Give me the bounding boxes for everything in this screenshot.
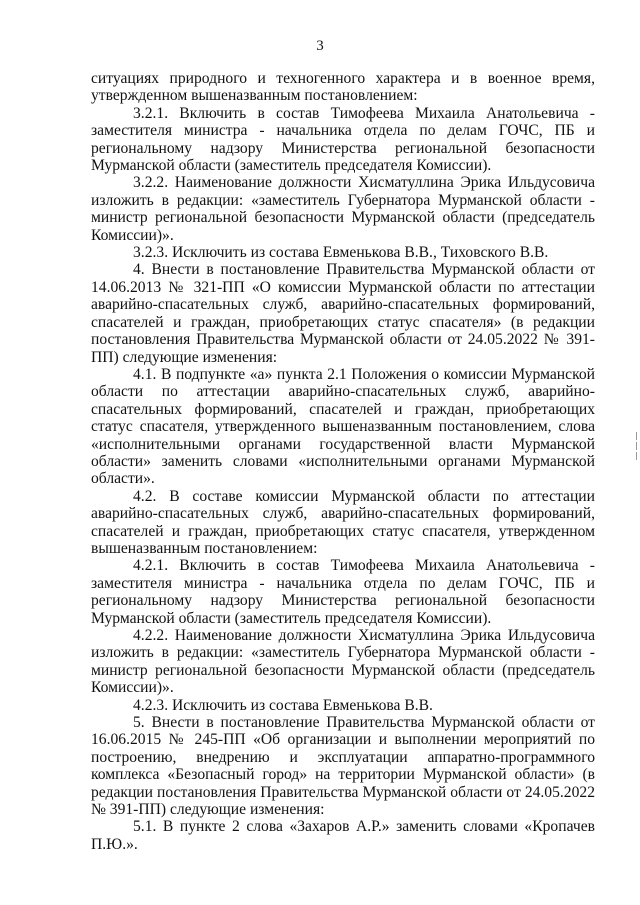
paragraph-4-1: 4.1. В подпункте «а» пункта 2.1 Положения о комиссии Мурманской области по аттестации аварийно-спасательных служб, аварийно-спасательных формирований, спасателей и граждан, приобретающих статус спасателя, утвержденного вышеназванным постановлением, слова «исполнительными органами государственной власти Мурманской области» заменить словами «исполнительными органами Мурманской области». [91,365,595,488]
paragraph-5: 5. Внести в постановление Правительства Мурманской области от 16.06.2015 № 245-ПП «Об организации и выполнении мероприятий по построению, внедрению и эксплуатации аппаратно-программного комплекса «Безопасный город» на территории Мурманской области» (в редакции постановления Правительства Мурманской области от 24.05.2022 № 391-ПП) следующие изменения: [91,714,595,819]
paragraph-4-2-1: 4.2.1. Включить в состав Тимофеева Михаила Анатольевича - заместителя министра - начальника отдела по делам ГОЧС, ПБ и региональному надзору Министерства региональной безопасности Мурманской области (заместитель председателя Комиссии). [91,557,595,627]
paragraph-4-2-2: 4.2.2. Наименование должности Хисматуллина Эрика Ильдусовича изложить в редакции: «заместитель Губернатора Мурманской области - министр региональной безопасности Мурманской области (председатель Комиссии)». [91,627,595,697]
scan-edge-mark [634,430,638,470]
paragraph-3-2-1: 3.2.1. Включить в состав Тимофеева Михаила Анатольевича - заместителя министра - начальника отдела по делам ГОЧС, ПБ и региональному надзору Министерства региональной безопасности Мурманской области (заместитель председателя Комиссии). [91,104,595,175]
paragraph-continuation: ситуациях природного и техногенного характера и в военное время, утвержденном вышеназванным постановлением: [91,70,595,105]
page-number: 3 [316,38,324,54]
paragraph-5-1: 5.1. В пункте 2 слова «Захаров А.Р.» заменить словами «Кропачев П.Ю.». [91,818,595,853]
paragraph-3-2-2: 3.2.2. Наименование должности Хисматуллина Эрика Ильдусовича изложить в редакции: «заместитель Губернатора Мурманской области - министр региональной безопасности Мурманской области (председатель Комиссии)». [91,174,595,244]
paragraph-4-2-3: 4.2.3. Исключить из состава Евменькова В.В. [133,696,433,714]
paragraph-4-2: 4.2. В составе комиссии Мурманской области по аттестации аварийно-спасательных служб, аварийно-спасательных формирований, спасателей и граждан, приобретающих статус спасателя, утвержденном вышеназванным постановлением: [91,487,595,557]
paragraph-3-2-3: 3.2.3. Исключить из состава Евменькова В.В., Тиховского В.В. [133,244,549,262]
paragraph-4: 4. Внести в постановление Правительства Мурманской области от 14.06.2013 № 321-ПП «О комиссии Мурманской области по аттестации аварийно-спасательных служб, аварийно-спасательных формирований, спасателей и граждан, приобретающих статус спасателя» (в редакции постановления Правительства Мурманской области от 24.05.2022 № 391-ПП) следующие изменения: [91,261,595,366]
document-body [91,70,595,853]
